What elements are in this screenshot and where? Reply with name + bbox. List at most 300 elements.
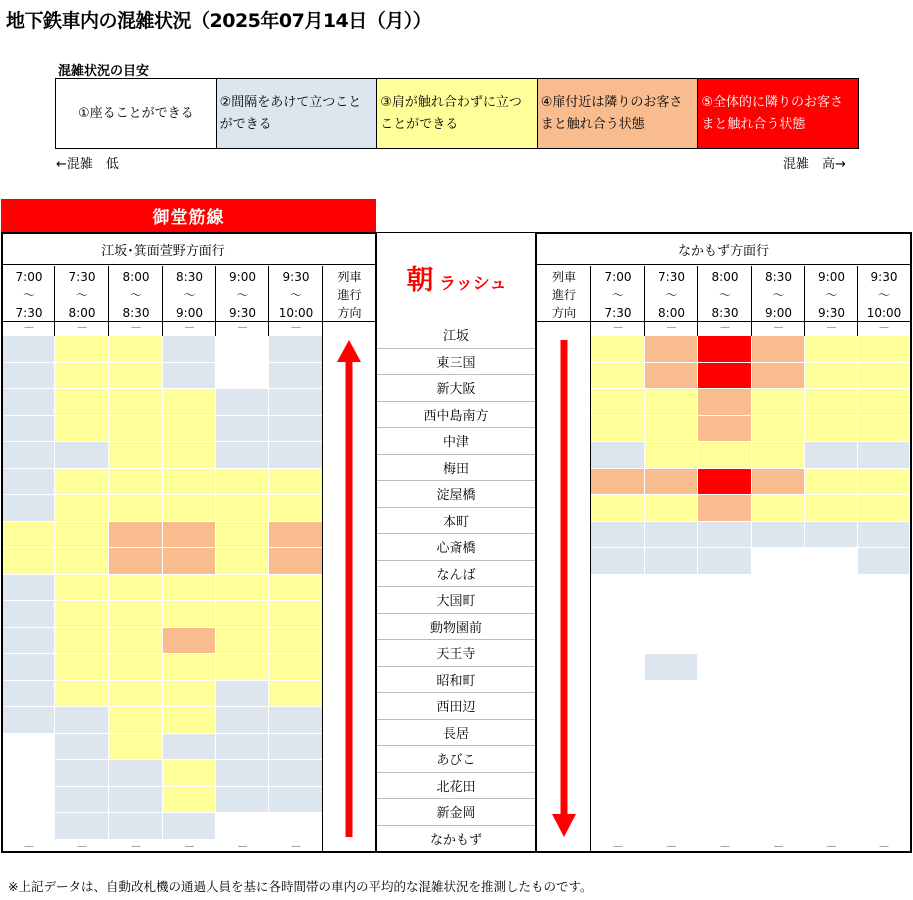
southbound-cell (805, 575, 858, 602)
southbound-dash: — (879, 840, 889, 852)
northbound-cell (3, 522, 55, 549)
southbound-cell (698, 548, 752, 575)
southbound-cell (752, 442, 805, 469)
northbound-cell (3, 469, 55, 496)
southbound-cell (752, 681, 805, 708)
time-header: 7:30 ～ 8:00 (658, 270, 685, 320)
southbound-cell (645, 575, 698, 602)
northbound-cell (3, 548, 55, 575)
southbound-cell (858, 336, 910, 363)
station-name: なかもず (377, 826, 535, 853)
southbound-direction: なかもず方面行 (677, 244, 769, 259)
southbound-cell (805, 336, 858, 363)
northbound-cell (216, 813, 269, 840)
southbound-cell (645, 760, 698, 787)
southbound-cell (858, 760, 910, 787)
northbound-cell (3, 389, 55, 416)
northbound-dash: — (131, 322, 141, 333)
southbound-cell (698, 760, 752, 787)
station-name: 東三国 (377, 349, 535, 376)
page-title: 地下鉄車内の混雑状況（2025年07月14日（月）） (6, 10, 432, 32)
southbound-cell (858, 469, 910, 496)
southbound-cell (698, 442, 752, 469)
northbound-cell (163, 707, 216, 734)
southbound-cell (805, 495, 858, 522)
northbound-cell (3, 495, 55, 522)
northbound-cell (3, 654, 55, 681)
southbound-cell (805, 654, 858, 681)
northbound-cell (55, 734, 109, 761)
southbound-cell (805, 813, 858, 840)
northbound-cell (163, 416, 216, 443)
legend-level-4: ④扉付近は隣りのお客さまと触れ合う状態 (538, 79, 699, 148)
station-name: 長居 (377, 720, 535, 747)
header-divider (537, 264, 910, 265)
southbound-cell (591, 760, 645, 787)
rush-label-big: 朝 (406, 265, 434, 296)
southbound-cell (645, 363, 698, 390)
southbound-cell (805, 787, 858, 814)
southbound-cell (591, 336, 645, 363)
southbound-cell (752, 575, 805, 602)
train-direction-header: 列車 進行 方向 (551, 270, 576, 320)
time-header: 9:00 ～ 9:30 (229, 270, 256, 320)
northbound-cell (109, 628, 163, 655)
northbound-cell (3, 681, 55, 708)
southbound-dash: — (773, 840, 784, 852)
southbound-cell (645, 734, 698, 761)
northbound-cell (269, 363, 323, 390)
station-column-bottom (377, 851, 535, 853)
southbound-cell (752, 601, 805, 628)
southbound-cell (698, 681, 752, 708)
southbound-cell (858, 548, 910, 575)
southbound-dash: — (613, 322, 623, 333)
northbound-cell (55, 363, 109, 390)
northbound-cell (3, 734, 55, 761)
southbound-cell (805, 548, 858, 575)
southbound-cell (858, 813, 910, 840)
southbound-dash: — (773, 322, 784, 333)
time-header: 8:30 ～ 9:00 (765, 270, 792, 320)
station-name: 昭和町 (377, 667, 535, 694)
southbound-cell (591, 681, 645, 708)
southbound-cell (752, 389, 805, 416)
northbound-dash: — (131, 840, 141, 852)
southbound-cell (645, 522, 698, 549)
northbound-cell (216, 575, 269, 602)
southbound-cell (591, 575, 645, 602)
northbound-cell (55, 787, 109, 814)
southbound-cell (752, 654, 805, 681)
northbound-dash: — (291, 322, 301, 333)
congestion-legend (55, 78, 859, 149)
northbound-cell (55, 469, 109, 496)
time-header: 8:00 ～ 8:30 (711, 270, 739, 320)
northbound-cell (3, 787, 55, 814)
station-name: 梅田 (377, 455, 535, 482)
northbound-cell (109, 813, 163, 840)
southbound-cell (752, 787, 805, 814)
northbound-cell (216, 734, 269, 761)
southbound-cell (591, 601, 645, 628)
southbound-cell (698, 787, 752, 814)
station-name: 本町 (377, 508, 535, 535)
header-divider (3, 264, 375, 265)
time-header: 7:30 ～ 8:00 (68, 270, 96, 320)
southbound-cell (645, 495, 698, 522)
time-header: 7:00 ～ 7:30 (15, 270, 43, 320)
northbound-cell (109, 601, 163, 628)
legend-title: 混雑状況の目安 (58, 64, 150, 79)
northbound-cell (216, 760, 269, 787)
southbound-cell (698, 813, 752, 840)
southbound-cell (591, 442, 645, 469)
northbound-cell (269, 654, 323, 681)
northbound-cell (109, 654, 163, 681)
northbound-cell (3, 363, 55, 390)
northbound-cell (163, 813, 216, 840)
southbound-cell (858, 522, 910, 549)
southbound-cell (752, 495, 805, 522)
southbound-cell (645, 442, 698, 469)
southbound-congestion-grid (591, 322, 910, 851)
southbound-cell (805, 469, 858, 496)
southbound-cell (752, 813, 805, 840)
southbound-cell (591, 416, 645, 443)
southbound-cell (858, 628, 910, 655)
northbound-cell (109, 336, 163, 363)
northbound-dash: — (77, 322, 87, 333)
northbound-cell (269, 628, 323, 655)
southbound-cell (645, 336, 698, 363)
northbound-cell (109, 495, 163, 522)
southbound-cell (645, 654, 698, 681)
southbound-cell (591, 389, 645, 416)
legend-level-1: ①座ることができる (56, 79, 217, 148)
time-header: 8:30 ～ 9:00 (176, 270, 203, 320)
northbound-cell (163, 734, 216, 761)
northbound-cell (216, 601, 269, 628)
southbound-cell (698, 389, 752, 416)
northbound-cell (163, 363, 216, 390)
southbound-cell (752, 522, 805, 549)
station-name: 江坂 (377, 322, 535, 349)
southbound-cell (645, 707, 698, 734)
station-name: 新金岡 (377, 799, 535, 826)
southbound-cell (858, 787, 910, 814)
northbound-dash: — (77, 840, 87, 852)
northbound-cell (269, 389, 323, 416)
southbound-cell (858, 363, 910, 390)
northbound-cell (269, 575, 323, 602)
northbound-cell (55, 760, 109, 787)
northbound-cell (163, 522, 216, 549)
southbound-cell (858, 654, 910, 681)
time-column-divider (751, 266, 752, 336)
northbound-cell (163, 760, 216, 787)
northbound-cell (269, 522, 323, 549)
southbound-cell (805, 442, 858, 469)
station-name: 淀屋橋 (377, 481, 535, 508)
northbound-cell (269, 707, 323, 734)
legend-level-2: ②間隔をあけて立つことができる (217, 79, 378, 148)
northbound-dash: — (237, 840, 248, 852)
northbound-arrow (323, 322, 376, 851)
southbound-cell (805, 363, 858, 390)
northbound-cell (3, 601, 55, 628)
southbound-cell (698, 495, 752, 522)
southbound-cell (645, 813, 698, 840)
southbound-cell (858, 601, 910, 628)
southbound-cell (698, 628, 752, 655)
southbound-cell (698, 734, 752, 761)
northbound-cell (216, 363, 269, 390)
southbound-cell (591, 548, 645, 575)
northbound-cell (269, 495, 323, 522)
southbound-cell (858, 734, 910, 761)
southbound-cell (858, 389, 910, 416)
northbound-cell (216, 787, 269, 814)
southbound-cell (645, 787, 698, 814)
southbound-dash: — (720, 840, 730, 852)
southbound-dash: — (879, 322, 889, 333)
line-name-banner: 御堂筋線 (1, 199, 376, 232)
northbound-dash: — (237, 322, 248, 333)
rush-label (378, 258, 535, 297)
station-name: 大国町 (377, 587, 535, 614)
southbound-dash: — (720, 322, 730, 333)
southbound-cell (752, 336, 805, 363)
northbound-direction: 江坂･箕面萱野方面行 (101, 244, 225, 259)
northbound-cell (163, 495, 216, 522)
time-header: 9:30 ～ 10:00 (278, 270, 314, 320)
northbound-cell (216, 707, 269, 734)
southbound-cell (698, 469, 752, 496)
southbound-cell (805, 628, 858, 655)
northbound-cell (216, 469, 269, 496)
time-header: 8:00 ～ 8:30 (122, 270, 150, 320)
northbound-cell (216, 389, 269, 416)
southbound-cell (858, 681, 910, 708)
station-name: 中津 (377, 428, 535, 455)
station-name: 天王寺 (377, 640, 535, 667)
southbound-cell (752, 734, 805, 761)
southbound-cell (591, 522, 645, 549)
southbound-cell (805, 389, 858, 416)
time-header: 7:00 ～ 7:30 (604, 270, 632, 320)
northbound-dash: — (184, 840, 195, 852)
northbound-cell (216, 628, 269, 655)
rush-label-small: ラッシュ (439, 274, 507, 294)
northbound-cell (269, 787, 323, 814)
northbound-dash: — (184, 322, 195, 333)
southbound-cell (805, 734, 858, 761)
northbound-cell (109, 442, 163, 469)
station-name: 西中島南方 (377, 402, 535, 429)
northbound-cell (55, 522, 109, 549)
station-name: 西田辺 (377, 693, 535, 720)
southbound-cell (752, 628, 805, 655)
northbound-congestion-grid (3, 322, 323, 851)
southbound-cell (752, 760, 805, 787)
northbound-cell (269, 548, 323, 575)
southbound-cell (698, 363, 752, 390)
northbound-cell (269, 734, 323, 761)
northbound-cell (109, 522, 163, 549)
southbound-cell (645, 469, 698, 496)
time-column-divider (644, 266, 645, 336)
southbound-dash: — (826, 840, 837, 852)
southbound-arrow-head (552, 814, 576, 837)
southbound-cell (591, 469, 645, 496)
southbound-cell (805, 760, 858, 787)
southbound-cell (805, 707, 858, 734)
northbound-cell (163, 654, 216, 681)
northbound-cell (109, 734, 163, 761)
station-name: あびこ (377, 746, 535, 773)
northbound-cell (3, 760, 55, 787)
northbound-cell (55, 681, 109, 708)
southbound-cell (591, 654, 645, 681)
northbound-cell (55, 575, 109, 602)
station-column-top (377, 232, 535, 233)
legend-level-3: ③肩が触れ合わずに立つことができる (377, 79, 538, 148)
northbound-cell (55, 601, 109, 628)
southbound-cell (858, 416, 910, 443)
northbound-cell (3, 813, 55, 840)
southbound-cell (752, 707, 805, 734)
northbound-cell (55, 707, 109, 734)
southbound-cell (591, 495, 645, 522)
northbound-cell (55, 416, 109, 443)
northbound-cell (109, 548, 163, 575)
northbound-cell (163, 628, 216, 655)
northbound-cell (163, 442, 216, 469)
station-name: 心斎橋 (377, 534, 535, 561)
northbound-cell (3, 628, 55, 655)
northbound-cell (163, 469, 216, 496)
northbound-cell (3, 442, 55, 469)
station-name: 新大阪 (377, 375, 535, 402)
southbound-cell (591, 813, 645, 840)
southbound-cell (698, 654, 752, 681)
footnote: ※上記データは、自動改札機の通過人員を基に各時間帯の車内の平均的な混雑状況を推測したものです。 (8, 879, 593, 894)
northbound-cell (269, 336, 323, 363)
time-column-divider (697, 266, 698, 336)
southbound-cell (698, 707, 752, 734)
southbound-cell (858, 442, 910, 469)
northbound-cell (55, 442, 109, 469)
station-name: なんば (377, 561, 535, 588)
southbound-cell (752, 363, 805, 390)
southbound-cell (858, 495, 910, 522)
northbound-cell (109, 760, 163, 787)
northbound-cell (55, 495, 109, 522)
time-header: 9:00 ～ 9:30 (818, 270, 845, 320)
southbound-cell (805, 416, 858, 443)
station-name: 動物園前 (377, 614, 535, 641)
southbound-cell (805, 681, 858, 708)
northbound-arrow-head (337, 340, 361, 362)
time-column-divider (162, 266, 163, 336)
northbound-cell (109, 681, 163, 708)
southbound-cell (698, 336, 752, 363)
legend-low-label: ←混雑 低 (56, 157, 119, 172)
northbound-cell (216, 336, 269, 363)
northbound-cell (216, 681, 269, 708)
legend-level-5: ⑤全体的に隣りのお客さまと触れ合う状態 (698, 79, 858, 148)
northbound-cell (269, 469, 323, 496)
northbound-cell (216, 522, 269, 549)
northbound-cell (3, 707, 55, 734)
time-column-divider (804, 266, 805, 336)
legend-high-label: 混雑 高→ (783, 157, 846, 172)
southbound-cell (752, 548, 805, 575)
northbound-cell (269, 442, 323, 469)
northbound-dash: — (24, 840, 34, 852)
northbound-cell (55, 813, 109, 840)
southbound-cell (591, 363, 645, 390)
southbound-cell (752, 469, 805, 496)
northbound-cell (109, 363, 163, 390)
southbound-cell (698, 416, 752, 443)
northbound-cell (163, 787, 216, 814)
northbound-dash: — (291, 840, 301, 852)
northbound-cell (109, 416, 163, 443)
station-name: 北花田 (377, 773, 535, 800)
southbound-dash: — (666, 322, 677, 333)
southbound-cell (645, 389, 698, 416)
southbound-cell (591, 628, 645, 655)
northbound-cell (269, 760, 323, 787)
northbound-cell (109, 787, 163, 814)
southbound-cell (645, 628, 698, 655)
southbound-dash: — (826, 322, 837, 333)
southbound-cell (858, 707, 910, 734)
time-header: 9:30 ～ 10:00 (866, 270, 902, 320)
southbound-dash: — (666, 840, 677, 852)
southbound-cell (591, 787, 645, 814)
northbound-cell (269, 681, 323, 708)
northbound-cell (109, 575, 163, 602)
northbound-cell (109, 389, 163, 416)
northbound-cell (269, 813, 323, 840)
northbound-cell (55, 336, 109, 363)
northbound-cell (55, 654, 109, 681)
northbound-cell (3, 416, 55, 443)
southbound-dash: — (613, 840, 623, 852)
southbound-cell (805, 601, 858, 628)
southbound-cell (645, 416, 698, 443)
southbound-cell (698, 522, 752, 549)
southbound-cell (698, 601, 752, 628)
southbound-cell (645, 548, 698, 575)
station-list (377, 322, 535, 851)
time-column-divider (215, 266, 216, 336)
northbound-cell (216, 416, 269, 443)
northbound-cell (3, 575, 55, 602)
southbound-cell (591, 707, 645, 734)
northbound-cell (163, 336, 216, 363)
time-column-divider (108, 266, 109, 336)
southbound-cell (698, 575, 752, 602)
northbound-cell (269, 416, 323, 443)
time-column-divider (54, 266, 55, 336)
northbound-cell (109, 469, 163, 496)
southbound-cell (645, 601, 698, 628)
southbound-cell (805, 522, 858, 549)
